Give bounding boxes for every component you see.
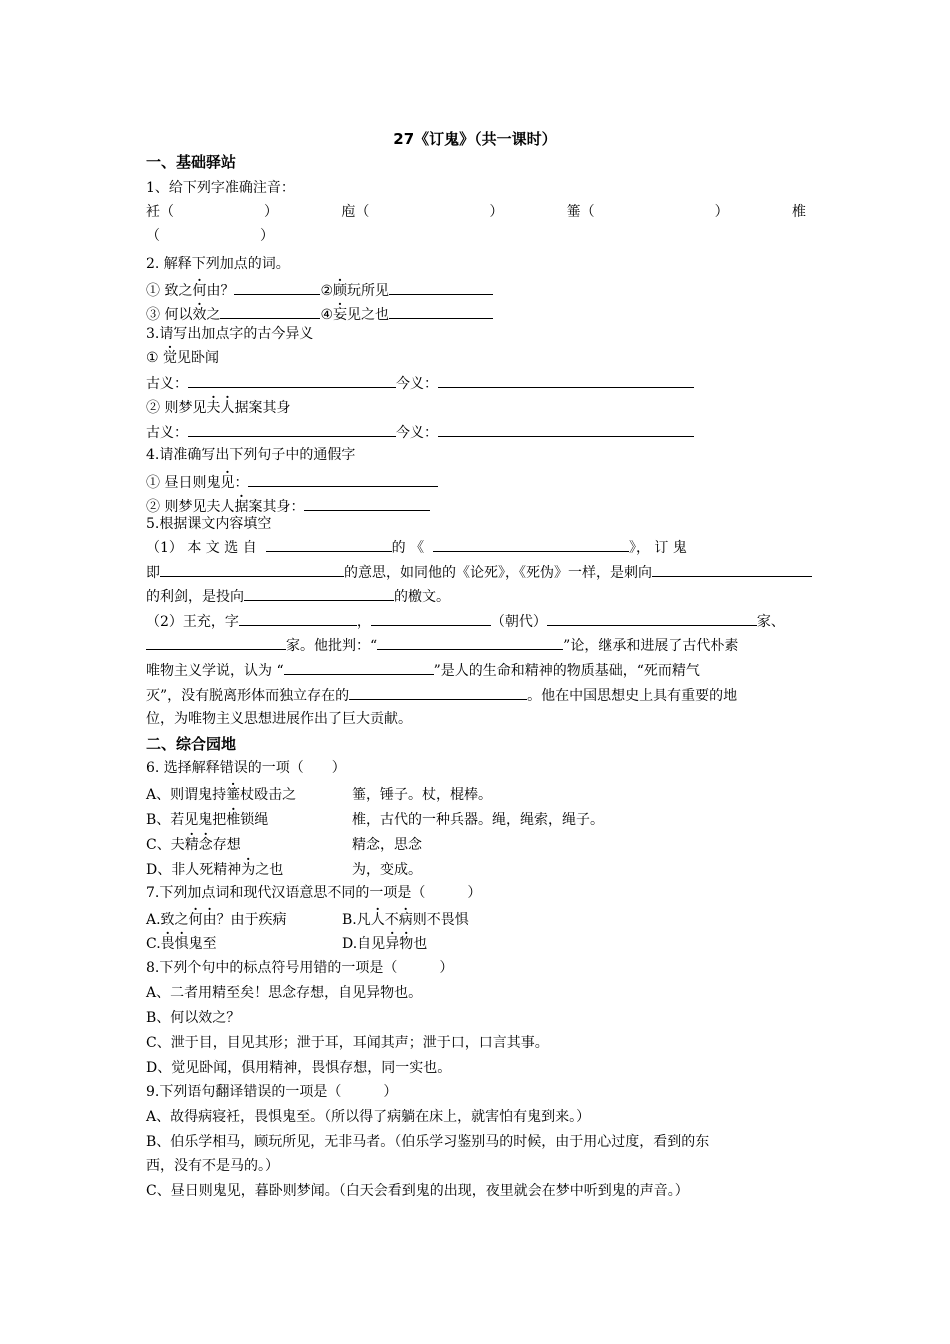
question-7-option-a[interactable]: A.致之何由？由于疾病	[146, 912, 287, 928]
question-3-answer-2: 古义： 今义：	[146, 421, 822, 443]
section-heading-integrated: 二、综合园地	[146, 735, 237, 753]
question-8-option-a[interactable]: A、二者用精至矣！思念存想，自见异物也。	[146, 985, 423, 1001]
question-6-prompt: 6. 选择解释错误的一项（ ）	[146, 760, 346, 776]
question-2-prompt: 2. 解释下列加点的词。	[146, 256, 290, 272]
answer-blank[interactable]	[438, 372, 694, 388]
answer-blank[interactable]	[220, 303, 320, 319]
question-9-option-b-cont: 西，没有不是马的。）	[146, 1158, 279, 1174]
answer-blank[interactable]	[188, 421, 396, 437]
answer-blank[interactable]	[234, 279, 320, 295]
answer-blank[interactable]	[438, 421, 694, 437]
answer-blank[interactable]	[389, 303, 493, 319]
question-5-line-2: 即 的意思，如同他的《论死》，《死伪》一样，是刺向	[146, 561, 886, 583]
question-9-option-a[interactable]: A、故得病寝衽，畏惧鬼至。（所以得了病躺在床上，就害怕有鬼到来。）	[146, 1109, 591, 1125]
question-5-line-7: 灭”，没有脱离形体而独立存在的 。他在中国思想史上具有重要的地	[146, 684, 822, 706]
question-5-prompt: 5.根据课文内容填空	[146, 516, 272, 532]
page-title: 27《订鬼》（共一课时）	[393, 130, 557, 148]
section-heading-basics: 一、基础驿站	[146, 153, 237, 171]
question-7-option-d[interactable]: D.自见异物也	[342, 936, 428, 952]
answer-blank[interactable]	[547, 610, 757, 626]
question-8-option-c[interactable]: C、泄于目，目见其形；泄于耳，耳闻其声；泄于口，口言其事。	[146, 1035, 549, 1051]
answer-blank[interactable]	[248, 471, 438, 487]
question-3-answer-1: 古义： 今义：	[146, 372, 822, 394]
question-9-option-c[interactable]: C、昼日则鬼见，暮卧则梦闻。（白天会看到鬼的出现，夜里就会在梦中听到鬼的声音。）	[146, 1183, 689, 1199]
question-7-row-2	[146, 934, 822, 954]
question-4-sentence-2: ② 则梦见夫人据案其身：	[146, 495, 822, 517]
question-4-prompt: 4.请准确写出下列句子中的通假字	[146, 447, 356, 463]
question-8-prompt: 8.下列个句中的标点符号用错的一项是（ ）	[146, 960, 454, 976]
question-6-option-b[interactable]: B、若见鬼把椎锁绳 椎，古代的一种兵器。绳，绳索，绳子。	[146, 812, 604, 828]
question-7-option-c[interactable]: C.畏惧鬼至	[146, 936, 217, 952]
question-5-line-8: 位，为唯物主义思想进展作出了巨大贡献。	[146, 711, 412, 727]
question-8-option-d[interactable]: D、觉见卧闻，俱用精神，畏惧存想，同一实也。	[146, 1060, 452, 1076]
answer-blank[interactable]	[371, 610, 491, 626]
answer-blank[interactable]	[304, 495, 430, 511]
answer-blank[interactable]	[284, 659, 434, 675]
question-5-line-3: 的利剑，是投向 的檄文。	[146, 585, 822, 607]
question-9-option-b[interactable]: B、伯乐学相马，顾玩所见，无非马者。（伯乐学习鉴别马的时候，由于用心过度，看到的东	[146, 1134, 710, 1150]
question-7-option-b[interactable]: B.凡人不病则不畏惧	[342, 912, 469, 928]
question-9-prompt: 9.下列语句翻译错误的一项是（ ）	[146, 1084, 398, 1100]
question-1-wrap: （ ）	[146, 228, 274, 244]
question-5-line-1: （1） 本 文 选 自 的 《 》， 订 鬼	[146, 536, 822, 558]
answer-blank[interactable]	[239, 610, 357, 626]
question-2-row-1: ① 致之何由？ ②顾玩所见	[146, 279, 822, 301]
q1-item: 衽（ ）	[146, 204, 278, 220]
question-6-option-d[interactable]: D、非人死精神为之也 为，变成。	[146, 862, 422, 878]
question-7-prompt: 7.下列加点词和现代汉语意思不同的一项是（ ）	[146, 885, 482, 901]
q1-item: 庖（ ）	[341, 204, 504, 220]
answer-blank[interactable]	[433, 536, 629, 552]
answer-blank[interactable]	[349, 684, 527, 700]
answer-blank[interactable]	[652, 561, 812, 577]
q1-item: 箠（ ）	[566, 204, 729, 220]
question-2-row-2: ③ 何以效之 ④妄见之也	[146, 303, 822, 325]
question-5-line-6: 唯物主义学说，认为 “ ”是人的生命和精神的物质基础，“死而精气	[146, 659, 822, 681]
answer-blank[interactable]	[377, 634, 563, 650]
question-5-line-4: （2）王充，字 ， （朝代） 家、	[146, 610, 822, 632]
question-5-line-5: 家。他批判：“ ”论，继承和进展了古代朴素	[146, 634, 822, 656]
question-3-prompt: 3.请写出加点字的古今异义	[146, 326, 314, 342]
question-1-prompt: 1、给下列字准确注音：	[146, 180, 295, 196]
answer-blank[interactable]	[146, 634, 286, 650]
answer-blank[interactable]	[160, 561, 344, 577]
question-6-option-c[interactable]: C、夫精念存想 精念，思念	[146, 837, 422, 853]
question-1-items	[146, 202, 806, 222]
answer-blank[interactable]	[188, 372, 396, 388]
question-6-option-a[interactable]: A、则谓鬼持箠杖殴击之 箠，锤子。杖，棍棒。	[146, 787, 492, 803]
q1-item: 椎	[791, 204, 806, 220]
question-7-row-1	[146, 910, 822, 930]
question-4-sentence-1: ① 昼日则鬼见：	[146, 471, 822, 493]
question-3-sentence-2: ② 则梦见夫人据案其身	[146, 400, 291, 416]
answer-blank[interactable]	[389, 279, 493, 295]
answer-blank[interactable]	[266, 536, 392, 552]
question-3-sentence-1: ① 觉见卧闻	[146, 350, 220, 366]
answer-blank[interactable]	[244, 585, 394, 601]
question-8-option-b[interactable]: B、何以效之？	[146, 1010, 241, 1026]
